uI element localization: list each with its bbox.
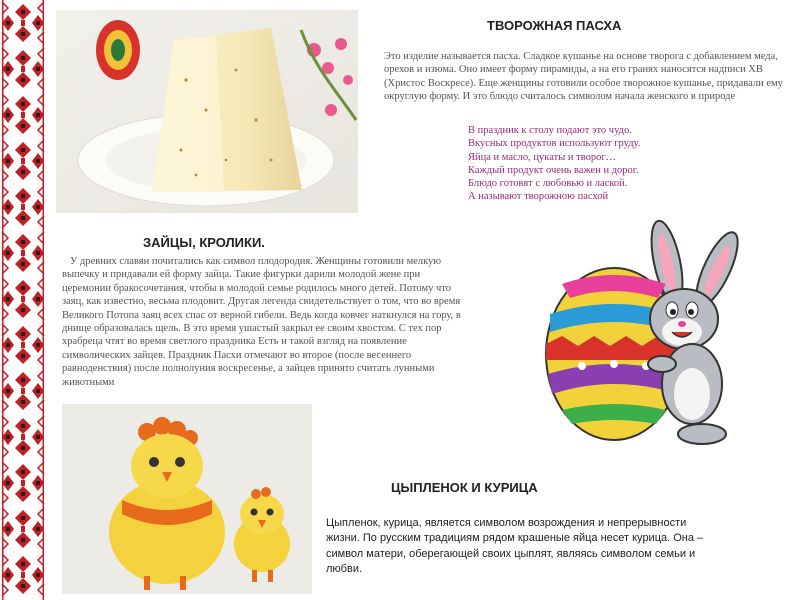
bunny-egg-illustration: [532, 214, 754, 450]
poem-line: Каждый продукт очень важен и дорог.: [468, 164, 639, 176]
poem-line: Блюдо готовят с любовью и лаской.: [468, 178, 628, 190]
knitted-chicks-photo: [62, 404, 312, 594]
pascha-title: ТВОРОЖНАЯ ПАСХА: [487, 18, 622, 33]
poem-line: В праздник к столу подают это чудо.: [468, 125, 632, 136]
pascha-photo: [56, 10, 358, 213]
ornament-border: [0, 0, 46, 600]
pascha-poem: [468, 124, 788, 204]
chicken-title: ЦЫПЛЕНОК И КУРИЦА: [391, 480, 538, 495]
poem-line: Вкусных продуктов используют груду.: [468, 138, 641, 150]
pascha-text: Это изделие называется пасха. Сладкое кушанье на основе творога с добавлением меда, орехов и изюма. Оно имеет форму пирамиды, а на его гранях наносятся надписи ХВ (Христос Воскресе). Еще женщины готовили особое творожное кушанье, придавали ему округлую форму. И это блюдо считалось символом начала женского в природе: [384, 51, 783, 103]
hares-text: У древних славян почитались как символ плодородия. Женщины готовили мелкую выпечку и придавали ей форму зайца. Такие фигурки дарили молодой жене при церемонии бракосочетания, чтобы в молодой семье родилось много детей. Потому что заяц, как известно, весьма плодовит. Другая легенда свидетельствует о том, что во время Великого Потопа заяц всех спас от верной гибели. Ведь когда ковчег наткнулся на гору, в днище образовалась щель. В это время ушастый закрыл ее своим хвостом. С тех пор храбреца чтят во время светлого праздника Есть и такой взгляд на появление символических зайцев. Праздник Пасхи отмечают во второе (после весеннего равноденствия) после полнолуния воскресенье, а зайцев принято считать лунными животными: [62, 256, 461, 388]
poem-line: Яйца и масло, цукаты и творог…: [468, 151, 617, 163]
poem-line: А называют творожною пасхой: [468, 191, 609, 203]
hares-title: ЗАЙЦЫ, КРОЛИКИ.: [143, 235, 265, 250]
chicken-text: Цыпленок, курица, является символом возрождения и непрерывности жизни. По русским традициям рядом крашеные яйца несет курица. Она – символ матери, оберегающей своих цыплят, являясь символом семьи и любви.: [326, 517, 704, 575]
